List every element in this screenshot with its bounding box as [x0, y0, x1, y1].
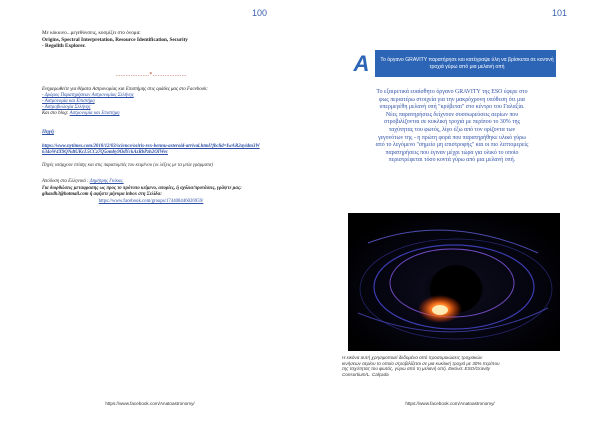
article-line: Το εξαιρετικά ευαίσθητο όργανο GRAVITY της ESO έφερε στο — [376, 89, 528, 95]
article-line: Νέες παρατηρήσεις δείχνουν συσσωρεύσεις αερίων που — [385, 111, 519, 118]
intro-line: Με κόκκινο...μεγεθύνσεις, κοσμίζει στο όνομα: — [42, 30, 141, 36]
corrections-text: Για διορθώσεις μεταφρασης ως προς το πρότυπο κείμενο, απορίες, ή σχόλια/προτάσεις, γράψτε μας: gikasdh3@hotmail.com ή αφήστε μήνυμα inbox στη Σελίδα: — [42, 185, 242, 197]
page-number-left: 100 — [252, 8, 268, 18]
source-url-link[interactable]: https://www.nytimes.com/2018/12/03/science/osiris-rex-bennu-asteroid-arrival.html?fbclid=IwAR2ayidm3W634oW4X9QNdtUKcL5CCz7Q5omby9OdYckAzRbPzh2OIWec — [42, 144, 260, 156]
caption-line: της ταχύτητας του φωτός, γύρω από τη μελανή οπή. Εικόνα: ESO/Gravity — [342, 366, 491, 372]
article-line: στροβιλίζονται σε κυκλική τροχιά με περίπου το 30% της — [384, 119, 520, 126]
community-link[interactable]: - Αστρονομία και Επιστήμη — [42, 98, 95, 104]
separator: ....................*.................... — [115, 71, 187, 78]
article-line: υπερμεγέθη μελανή οπή "κρύβεται" στο κέντρο του Γαλαξία. — [379, 104, 525, 111]
article-banner — [348, 50, 556, 77]
article-line: ταχύτητας του φωτός, λίγο έξω από τον ορίζοντα των — [388, 126, 516, 133]
left-page-body — [42, 30, 260, 204]
article-line: φως περαιτέρω στοιχεία για την μακρόχρονη υπόθεση ότι μια — [379, 96, 525, 103]
right-page — [300, 0, 600, 424]
community-link[interactable]: - Δρόμος Παρατηρήσεων Αστρονομίας Σελήνης — [42, 92, 134, 98]
sources-note: Πηγές υπάρχουν επίσης και στις παραπομπές του κειμένου (οι λέξεις με τα μπλε γράμματα) — [42, 162, 213, 168]
intro-line: - Regolith Explorer. — [42, 43, 86, 50]
black-hole-illustration — [348, 213, 560, 351]
footer-right: https://www.facebook.com/Anatoastronomy/ — [405, 401, 495, 406]
translator-prefix: Απόδοση στα Ελληνικά : — [42, 178, 90, 184]
page-number-right: 101 — [552, 8, 568, 18]
translator-line — [42, 179, 260, 184]
image-caption — [342, 355, 562, 377]
footer-left: https://www.facebook.com/Anatoastronomy/ — [105, 401, 195, 406]
facebook-group-link[interactable]: https://www.facebook.com/groups/174408446026959/ — [98, 198, 204, 204]
blog-link[interactable]: Αστρονομία και Επιστήμη — [69, 111, 120, 117]
caption-line: Consortium/L. Calçada — [342, 371, 389, 377]
article-line: γεγονότων της - η πρώτη φορά που παρατηρήθηκε υλικό γύρω — [378, 134, 526, 141]
intro-text — [42, 30, 260, 50]
source-heading[interactable]: Πηγή — [42, 129, 54, 136]
logo-a-icon — [348, 50, 375, 77]
blog-prefix: Και στο blog: — [42, 111, 70, 117]
blog-line — [42, 111, 260, 117]
community-link[interactable]: - Αστροβιολογία Σελήνης — [42, 105, 91, 111]
hot-spot-core — [432, 305, 448, 315]
article-text — [342, 89, 562, 165]
translator-name-link[interactable]: Δημήτρης Γκίκας. — [89, 178, 124, 184]
article-line: παρατηρήσεις που έγιναν μέχρι τώρα για υλικό το οποίο — [385, 149, 519, 156]
banner-title: Το όργανο GRAVITY παρατήρησε και κατέγραψε ύλη να βρίσκεται σε κοντινή τροχιά γύρω από μια μελανή οπή — [380, 56, 554, 70]
caption-line: Η εικόνα αυτή χρησιμοποιεί δεδομένα από προσομοιώσεις τροχιακών — [342, 355, 483, 360]
caption-line: κινήσεων αερίου το οποίο στροβιλίζεται σε μια κυκλική τροχιά με 30% περίπου — [342, 360, 500, 366]
community-block — [42, 87, 260, 117]
banner-logo-letter: A — [353, 50, 370, 76]
intro-line: Origins, Spectral Interpretation, Resource Identification, Security — [42, 36, 188, 43]
article-line: από το λεγόμενο "σημείο μη επιστροφής" και οι πιο λεπτομερείς — [375, 142, 529, 149]
community-intro: Ενημερωθείτε για θέματα Αστρονομίας και Επιστήμης στις ομάδες μας στο Facebook: — [42, 86, 208, 92]
article-line: περιστρέφεται τόσο κοντά γύρω από μια μελανή οπή. — [388, 157, 516, 164]
